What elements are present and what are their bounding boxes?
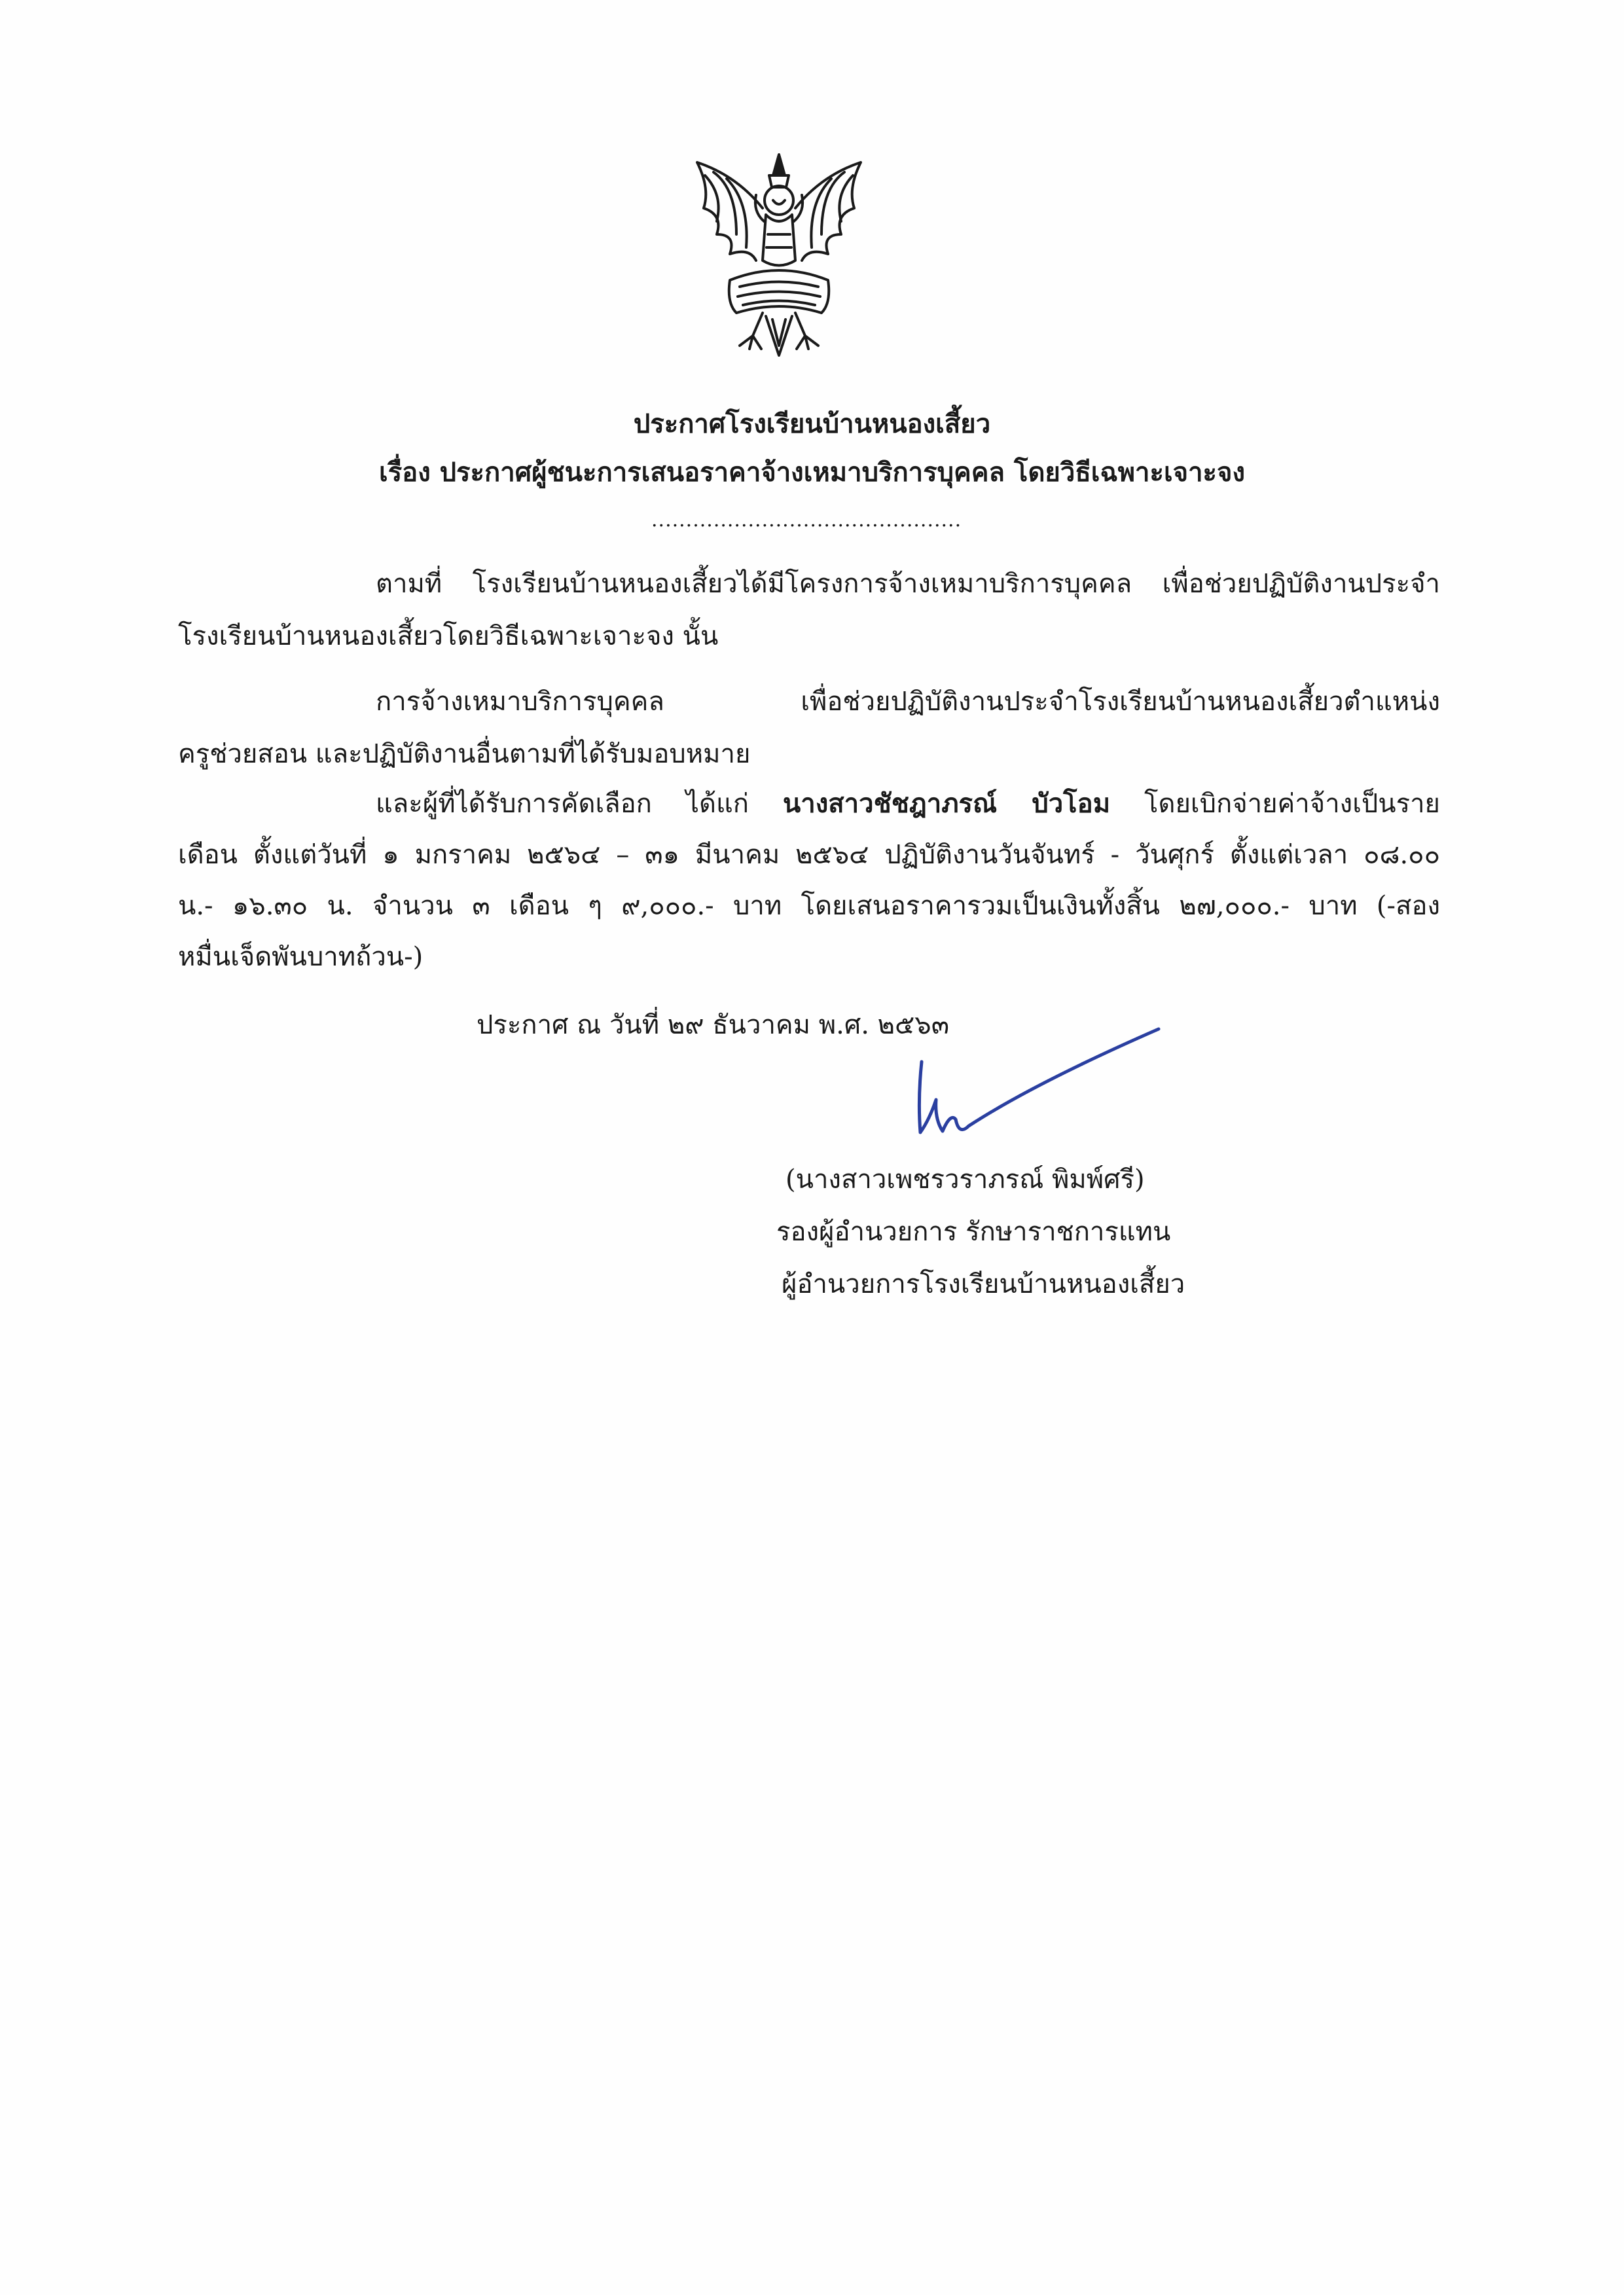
handwritten-signature [903,1021,1178,1152]
paragraph-3-line-4: หมื่นเจ็ดพันบาทถ้วน-) [178,942,424,972]
paragraph-3-lead-text: และผู้ที่ได้รับการคัดเลือก ได้แก่ [376,789,783,819]
paragraph-1-line-2: โรงเรียนบ้านหนองเสี้ยวโดยวิธีเฉพาะเจาะจง นั้น [178,621,719,651]
paragraph-2-line-2: ครูช่วยสอน และปฏิบัติงานอื่นตามที่ได้รับมอบหมาย [178,739,751,769]
selected-person-name: นางสาวชัชฎาภรณ์ บัวโอม [782,788,1111,819]
announcement-subject: เรื่อง ประกาศผู้ชนะการเสนอราคาจ้างเหมาบริการบุคคล โดยวิธีเฉพาะเจาะจง [379,457,1245,488]
garuda-emblem-icon [691,149,867,359]
announcement-title: ประกาศโรงเรียนบ้านหนองเสี้ยว [633,408,991,439]
dotted-separator: ............................................. [651,511,962,530]
signatory-name: (นางสาวเพชรวราภรณ์ พิมพ์ศรี) [785,1165,1145,1195]
signatory-position-2: ผู้อำนวยการโรงเรียนบ้านหนองเสี้ยว [782,1269,1185,1299]
announce-date: ประกาศ ณ วันที่ ๒๙ ธันวาคม พ.ศ. ๒๕๖๓ [477,1010,950,1040]
paragraph-3-trail-text: โดยเบิกจ่ายค่าจ้างเป็นราย [1110,789,1440,819]
signatory-position-1: รองผู้อำนวยการ รักษาราชการแทน [776,1217,1171,1247]
paragraph-3-line-1 [376,784,1440,823]
paragraph-3-line-3: น.- ๑๖.๓๐ น. จำนวน ๓ เดือน ๆ ๙,๐๐๐.- บาท โดยเสนอราคารวมเป็นเงินทั้งสิ้น ๒๗,๐๐๐.- บาท (-สอง [178,891,1440,921]
paragraph-1-line-1: ตามที่ โรงเรียนบ้านหนองเสี้ยวได้มีโครงการจ้างเหมาบริการบุคคล เพื่อช่วยปฏิบัติงานประจำ [376,569,1440,599]
paragraph-2-line-1: การจ้างเหมาบริการบุคคล เพื่อช่วยปฏิบัติงานประจำโรงเรียนบ้านหนองเสี้ยวตำแหน่ง [376,687,1440,717]
paragraph-3-line-2: เดือน ตั้งแต่วันที่ ๑ มกราคม ๒๕๖๔ – ๓๑ มีนาคม ๒๕๖๔ ปฏิบัติงานวันจันทร์ - วันศุกร์ ตั้งแต่เวลา ๐๘.๐๐ [178,840,1440,870]
